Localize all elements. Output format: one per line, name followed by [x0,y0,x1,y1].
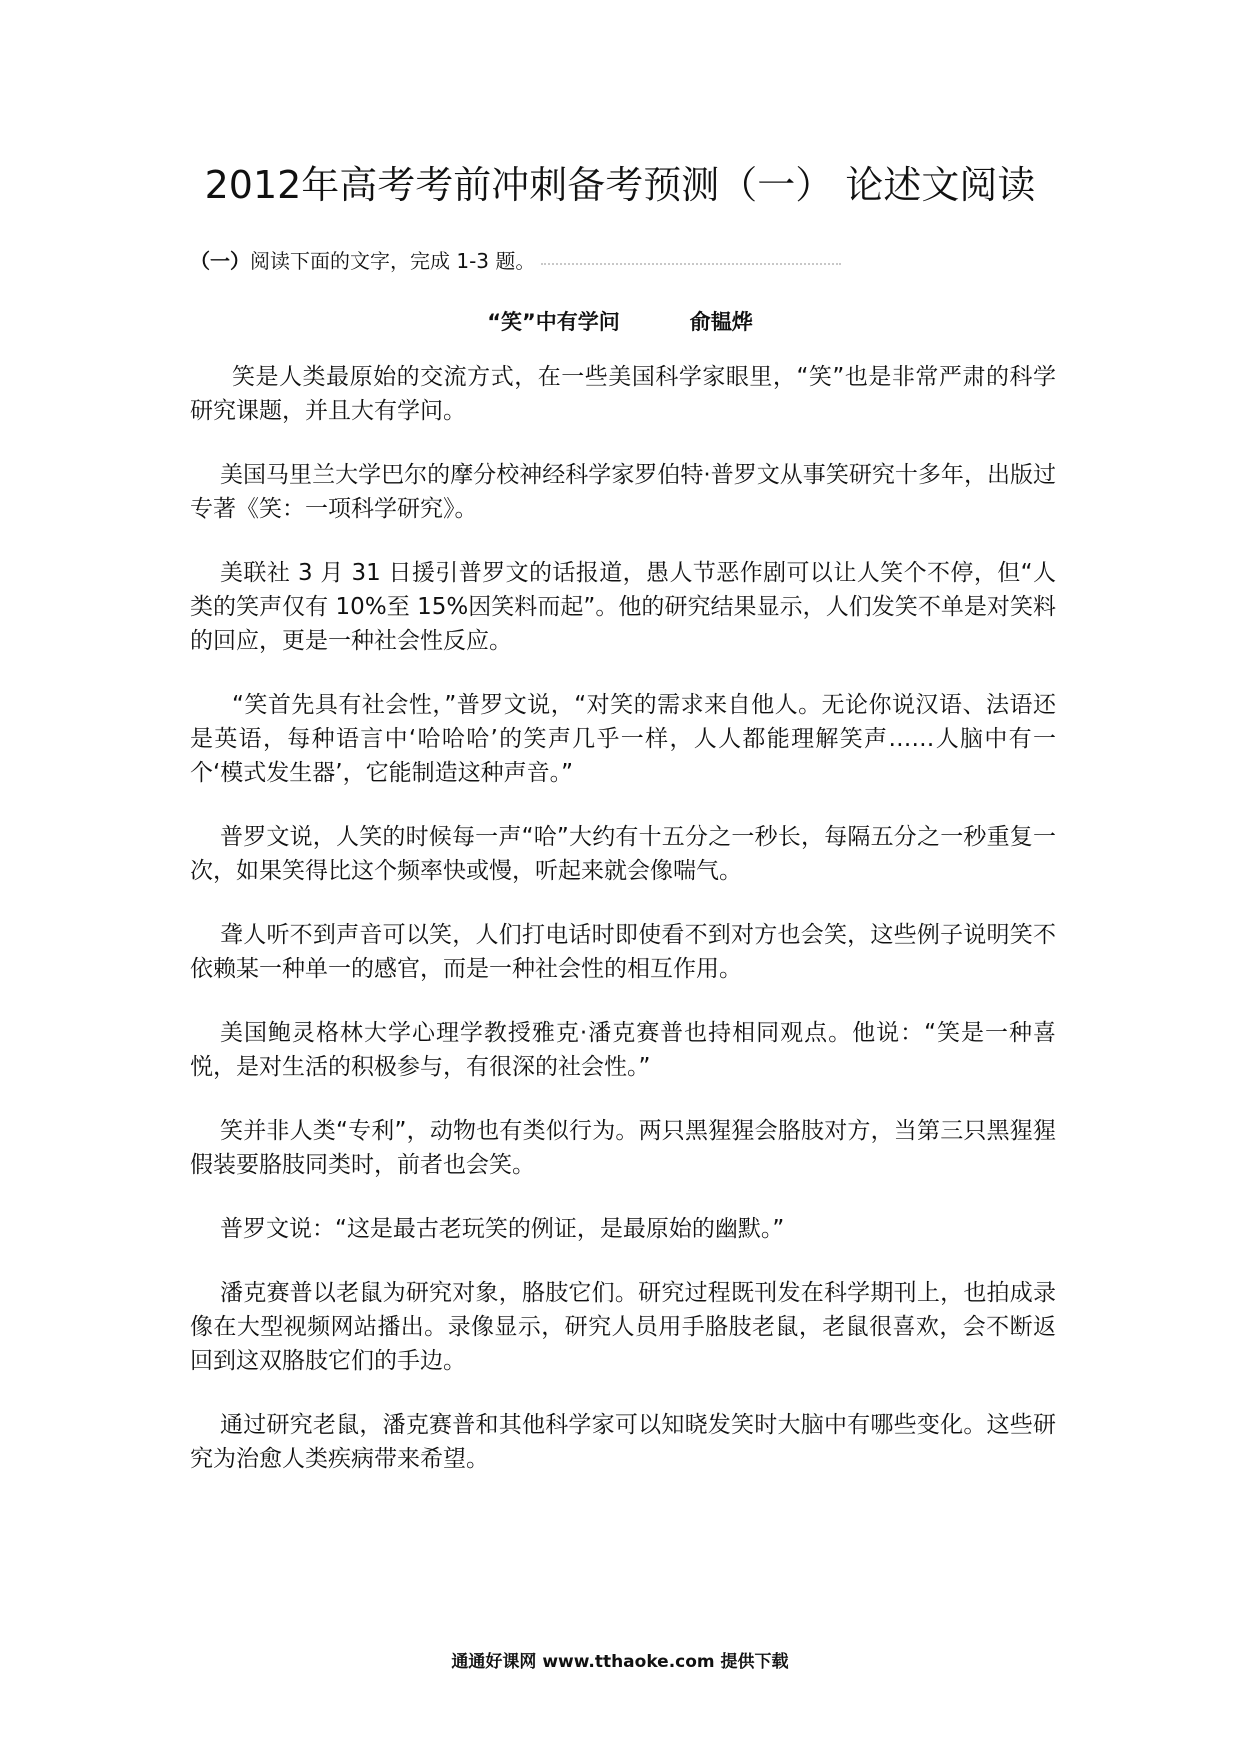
page-title: 2012年高考考前冲刺备考预测（一） 论述文阅读 [204,163,1036,207]
article-author: 俞韫烨 [689,310,753,334]
footer-download-notice: 通通好课网 www.tthaoke.com 提供下载 [451,1652,789,1672]
paragraph: 潘克赛普以老鼠为研究对象，胳肢它们。研究过程既刊发在科学期刊上，也拍成录像在大型视频网站播出。录像显示，研究人员用手胳肢老鼠，老鼠很喜欢，会不断返回到这双胳肢它们的手边。 [190,1280,1056,1374]
dotted-leader [541,261,841,265]
paragraph: 普罗文说，人笑的时候每一声“哈”大约有十五分之一秒长，每隔五分之一秒重复一次，如果笑得比这个频率快或慢，听起来就会像喘气。 [190,824,1056,884]
article-body [190,360,1056,1506]
section-label: （一） [190,249,250,273]
paragraph: 笑是人类最原始的交流方式，在一些美国科学家眼里，“笑”也是非常严肃的科学研究课题，并且大有学问。 [190,364,1056,424]
paragraph: 普罗文说：“这是最古老玩笑的例证，是最原始的幽默。” [220,1216,785,1242]
paragraph: 美国马里兰大学巴尔的摩分校神经科学家罗伯特·普罗文从事笑研究十多年，出版过专著《笑：一项科学研究》。 [190,462,1056,522]
section-instruction-line [190,246,1090,276]
paragraph: 美国鲍灵格林大学心理学教授雅克·潘克赛普也持相同观点。他说：“笑是一种喜悦，是对生活的积极参与，有很深的社会性。” [190,1020,1056,1080]
paragraph: 通过研究老鼠，潘克赛普和其他科学家可以知晓发笑时大脑中有哪些变化。这些研究为治愈人类疾病带来希望。 [190,1412,1056,1472]
paragraph: 美联社 3 月 31 日援引普罗文的话报道，愚人节恶作剧可以让人笑个不停，但“人类的笑声仅有 10%至 15%因笑料而起”。他的研究结果显示，人们发笑不单是对笑料的回应，更是一种社会性反应。 [190,560,1056,654]
article-heading [0,306,1240,338]
paragraph: “笑首先具有社会性，”普罗文说，“对笑的需求来自他人。无论你说汉语、法语还是英语，每种语言中‘哈哈哈’的笑声几乎一样，人人都能理解笑声……人脑中有一个‘模式发生器’，它能制造这种声音。” [190,692,1056,786]
article-title: “笑”中有学问 [487,310,620,334]
section-instruction: 阅读下面的文字，完成 1-3 题。 [250,249,536,273]
paragraph: 聋人听不到声音可以笑，人们打电话时即使看不到对方也会笑，这些例子说明笑不依赖某一种单一的感官，而是一种社会性的相互作用。 [190,922,1056,982]
paragraph: 笑并非人类“专利”，动物也有类似行为。两只黑猩猩会胳肢对方，当第三只黑猩猩假装要胳肢同类时，前者也会笑。 [190,1118,1056,1178]
